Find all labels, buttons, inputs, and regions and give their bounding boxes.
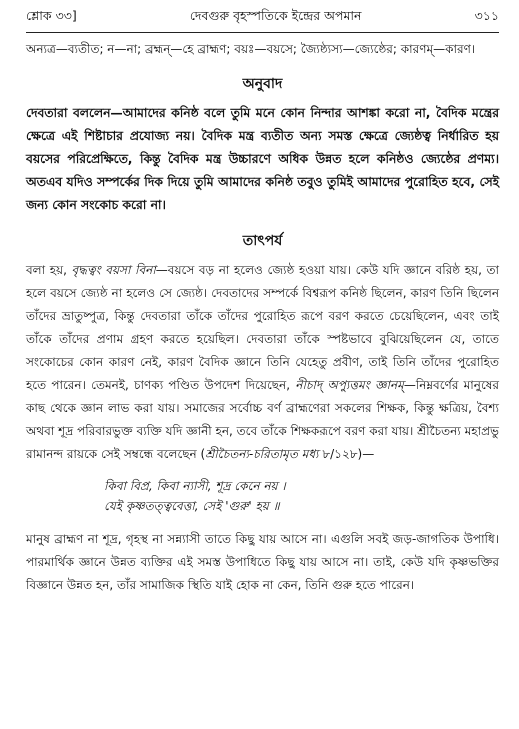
sanskrit-quote: বৃদ্ধত্বং বয়সা বিনা bbox=[71, 263, 156, 277]
purport-paragraph-1 bbox=[26, 259, 499, 466]
purport-paragraph-2: মানুষ ব্রাহ্মণ না শূদ্র, গৃহস্থ না সন্ন্যাসী তাতে কিছু যায় আসে না। এগুলি সবই জড়-জাগতিক উপাধি। পারমার্থিক জ্ঞানে উন্নত ব্যক্তির এই সমস্ত উপাধিতে কিছু যায় আসে না। তাই, কেউ যদি কৃষ্ণভক্তির বিজ্ঞানে উন্নত হন, তাঁর সামাজিক স্থিতি যাই হোক না কেন, তিনি গুরু হতে পারেন। bbox=[26, 532, 499, 592]
purport-text: —বয়সে বড় না হলেও জ্যেষ্ঠ হওয়া যায়। কেউ যদি জ্ঞানে বরিষ্ঠ হয়, তা হলে বয়সে জ্যেষ্ঠ না হলেও সে জ্যেষ্ঠ। দেবতাদের সম্পর্কে বিশ্বরূপ কনিষ্ঠ ছিলেন, কারণ তিনি ছিলেন তাঁদের ভ্রাতুষ্পুত্র, কিন্তু দেবতারা তাঁকে তাঁদের পুরোহিত রূপে বরণ করতে চেয়েছিলেন, এবং তাই তাঁকে তাঁদের প্রণাম গ্রহণ করতে হয়েছিল। দেবতারা তাঁকে স্পষ্টভাবে বুঝিয়েছিলেন যে, তাতে সংকোচের কোন কারণ নেই, কারণ বৈদিক জ্ঞানে তিনি যেহেতু প্রবীণ, তাই তিনি তাঁদের পুরোহিত হতে পারেন। তেমনই, চাণক্য পণ্ডিত উপদেশ দিয়েছেন, bbox=[26, 263, 499, 392]
quoted-verse bbox=[104, 476, 499, 516]
sanskrit-quote: নীচাদ্ অপ্যুত্তমং জ্ঞানম্ bbox=[295, 378, 404, 392]
page-number: ৩১১ bbox=[474, 8, 499, 23]
header-rule bbox=[26, 32, 499, 33]
scripture-reference: শ্রীচৈতন্য-চরিতামৃত মধ্য bbox=[205, 447, 319, 461]
purport-heading: তাৎপর্য bbox=[242, 233, 283, 249]
word-meanings: অন্যত্র—ব্যতীত; ন—না; ব্রহ্মন্—হে ব্রাহ্মণ; বয়ঃ—বয়সে; জ্যৈষ্ঠ্যস্য—জ্যেষ্ঠের; কারণম্—কারণ। bbox=[26, 42, 476, 56]
verse-line-1: কিবা বিপ্র, কিবা ন্যাসী, শূদ্র কেনে নয় । bbox=[104, 479, 286, 493]
purport-text: —নিম্নবর্ণের মানুষের কাছ থেকে জ্ঞান লাভ করা যায়। সমাজের সর্বোচ্চ বর্ণ ব্রাহ্মণেরা সকলের শিক্ষক, কিন্তু ক্ষত্রিয়, বৈশ্য অথবা শূদ্র পরিবারভুক্ত ব্যক্তি যদি জ্ঞানী হন, তবে তাঁকে শিক্ষকরূপে বরণ করা যায়। শ্রীচৈতন্য মহাপ্রভু রামানন্দ রায়কে সেই সম্বন্ধে বলেছেন ( bbox=[26, 378, 499, 461]
purport-text: ৮/১২৮)— bbox=[318, 447, 375, 461]
verse-line-2: যেই কৃষ্ণতত্ত্ববেত্তা, সেই 'গুরু' হয় ॥ bbox=[104, 499, 280, 513]
running-header bbox=[26, 0, 499, 28]
translation-heading: অনুবাদ bbox=[242, 76, 283, 92]
translation-text: দেবতারা বললেন—আমাদের কনিষ্ঠ বলে তুমি মনে কোন নিন্দার আশঙ্কা করো না, বৈদিক মন্ত্রের ক্ষেত্রে এই শিষ্টাচার প্রযোজ্য নয়। বৈদিক মন্ত্র ব্যতীত অন্য সমস্ত ক্ষেত্রে জ্যেষ্ঠত্ব নির্ধারিত হয় বয়সের পরিপ্রেক্ষিতে, কিন্তু বৈদিক মন্ত্র উচ্চারণে অধিক উন্নত হলে কনিষ্ঠও জ্যেষ্ঠের প্রণম্য। অতএব যদিও সম্পর্কের দিক দিয়ে তুমি আমাদের কনিষ্ঠ তবুও তুমিই আমাদের পুরোহিত হবে, সেই জন্য কোন সংকোচ করো না। bbox=[26, 106, 499, 212]
verse-reference: শ্লোক ৩৩] bbox=[26, 8, 77, 23]
chapter-title: দেবগুরু বৃহস্পতিকে ইন্দ্রের অপমান bbox=[189, 8, 362, 23]
purport-text: বলা হয়, bbox=[26, 263, 72, 277]
